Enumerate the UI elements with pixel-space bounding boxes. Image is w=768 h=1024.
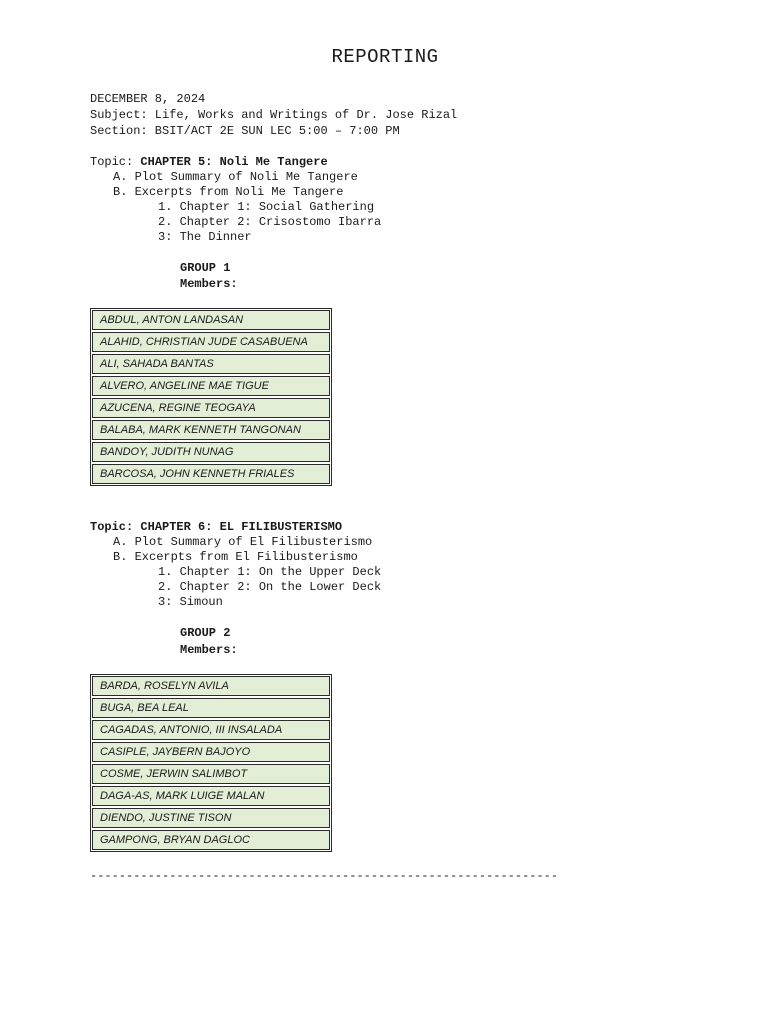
report-section: Section: BSIT/ACT 2E SUN LEC 5:00 – 7:00 PM [90,124,400,138]
topic-1-subitem-3: 3: The Dinner [158,230,252,244]
topic-1-item-b: B. Excerpts from Noli Me Tangere [113,185,344,199]
topic-1-subitem-2: 2. Chapter 2: Crisostomo Ibarra [158,215,382,229]
member-row: AZUCENA, REGINE TEOGAYA [92,398,330,418]
topic-2-item-b: B. Excerpts from El Filibusterismo [113,550,358,564]
member-row: ALI, SAHADA BANTAS [92,354,330,374]
topic-2-item-a: A. Plot Summary of El Filibusterismo [113,535,373,549]
group-2-label: GROUP 2 [180,626,231,640]
topic-1-title: CHAPTER 5: Noli Me Tangere [140,155,328,169]
member-row: GAMPONG, BRYAN DAGLOC [92,830,330,850]
group-1-members-label: Members: [180,277,238,291]
member-row: COSME, JERWIN SALIMBOT [92,764,330,784]
report-subject: Subject: Life, Works and Writings of Dr. Jose Rizal [90,108,458,122]
topic-2-title: CHAPTER 6: EL FILIBUSTERISMO [140,520,343,534]
member-row: ALAHID, CHRISTIAN JUDE CASABUENA [92,332,330,352]
topic-1-heading [90,155,328,170]
member-row: ALVERO, ANGELINE MAE TIGUE [92,376,330,396]
member-row: CASIPLE, JAYBERN BAJOYO [92,742,330,762]
member-row: CAGADAS, ANTONIO, III INSALADA [92,720,330,740]
page-title: REPORTING [331,46,439,68]
topic-2-subitem-2: 2. Chapter 2: On the Lower Deck [158,580,382,594]
member-row: BUGA, BEA LEAL [92,698,330,718]
group-1-label: GROUP 1 [180,261,231,275]
divider-line: ----------------------------------------------------------------- [90,869,559,883]
member-row: DIENDO, JUSTINE TISON [92,808,330,828]
report-date: DECEMBER 8, 2024 [90,92,206,106]
topic-2-subitem-1: 1. Chapter 1: On the Upper Deck [158,565,382,579]
member-row: BALABA, MARK KENNETH TANGONAN [92,420,330,440]
topic-1-prefix: Topic: [90,155,141,169]
topic-2-subitem-3: 3: Simoun [158,595,223,609]
group-1-members-table [90,308,332,486]
member-row: BARCOSA, JOHN KENNETH FRIALES [92,464,330,484]
member-row: BANDOY, JUDITH NUNAG [92,442,330,462]
topic-1-item-a: A. Plot Summary of Noli Me Tangere [113,170,358,184]
topic-1-subitem-1: 1. Chapter 1: Social Gathering [158,200,375,214]
member-row: BARDA, ROSELYN AVILA [92,676,330,696]
member-row: DAGA-AS, MARK LUIGE MALAN [92,786,330,806]
group-2-members-table [90,674,332,852]
topic-2-heading [90,520,342,535]
member-row: ABDUL, ANTON LANDASAN [92,310,330,330]
group-2-members-label: Members: [180,643,238,657]
topic-2-prefix: Topic: [90,520,141,534]
